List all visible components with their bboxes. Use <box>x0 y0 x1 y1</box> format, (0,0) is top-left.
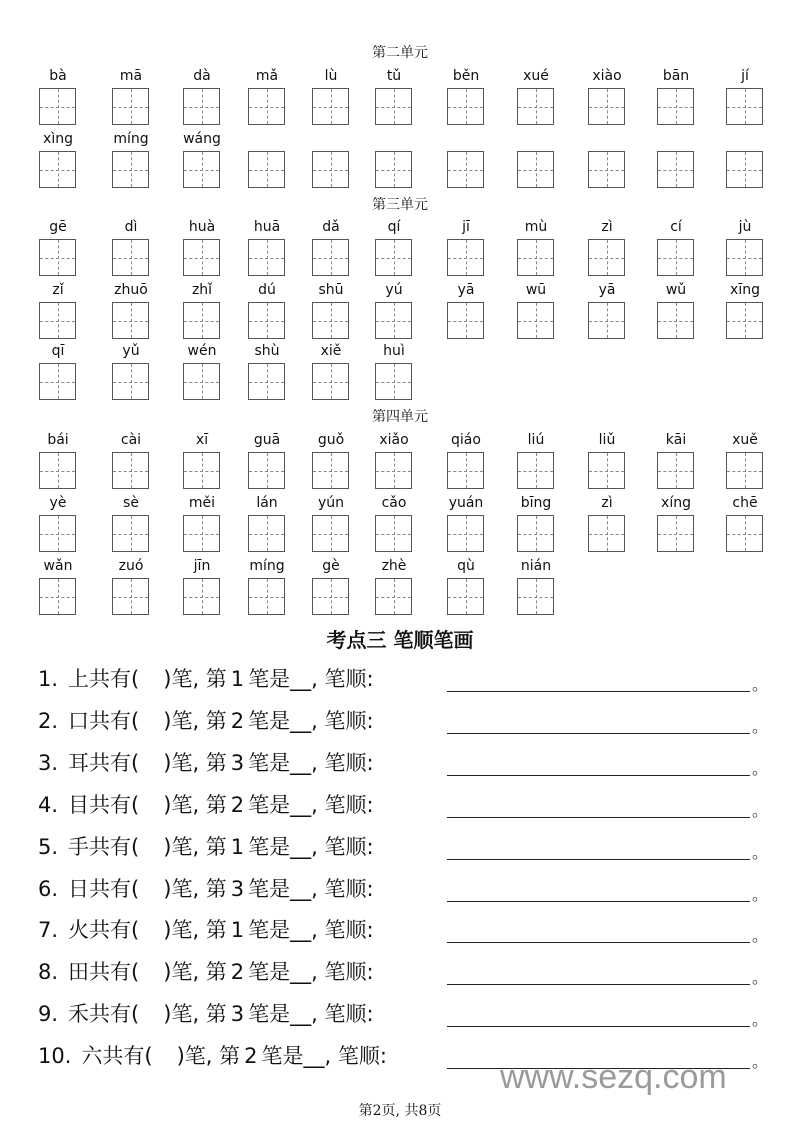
pinyin-label: shū <box>318 282 344 298</box>
writing-box[interactable] <box>517 578 554 615</box>
pinyin-label: gè <box>322 558 340 574</box>
stroke-order-answer-line[interactable] <box>447 691 750 692</box>
writing-box[interactable] <box>447 578 484 615</box>
pinyin-label: xiǎo <box>379 432 409 448</box>
pinyin-label: qiáo <box>451 432 481 448</box>
writing-box[interactable] <box>726 515 763 552</box>
stroke-index-prompt: )笔, 第 <box>163 667 227 691</box>
question-row <box>38 1000 778 1028</box>
question-character: 火 <box>68 918 90 943</box>
pinyin-label: huà <box>188 219 216 235</box>
total-strokes-prompt: 共有( <box>89 876 140 901</box>
question-character: 上 <box>68 667 90 691</box>
total-strokes-prompt: 共有( <box>102 1044 153 1069</box>
writing-box[interactable] <box>375 578 412 615</box>
question-row <box>38 875 778 903</box>
writing-box[interactable] <box>312 239 349 276</box>
stroke-order-answer-line[interactable] <box>447 942 750 943</box>
writing-box[interactable] <box>39 452 76 489</box>
question-number: 3. <box>38 750 59 775</box>
writing-box[interactable] <box>312 578 349 615</box>
period: 。 <box>752 842 769 862</box>
pinyin-label: sè <box>123 495 139 511</box>
stroke-order-prompt: 笔是__, 笔顺: <box>248 708 374 733</box>
writing-box[interactable] <box>726 302 763 339</box>
pinyin-label: huā <box>253 219 281 235</box>
pinyin-label: dú <box>258 282 276 298</box>
writing-box[interactable] <box>375 151 412 188</box>
unit-title: 第三单元 <box>372 197 428 213</box>
writing-box[interactable] <box>39 88 76 125</box>
stroke-order-answer-line[interactable] <box>447 817 750 818</box>
pinyin-label: kāi <box>665 432 687 448</box>
question-row <box>38 665 778 693</box>
writing-box[interactable] <box>183 515 220 552</box>
total-strokes-prompt: 共有( <box>89 1002 140 1027</box>
pinyin-label: wáng <box>183 131 221 147</box>
pinyin-label: wǔ <box>665 282 687 298</box>
pinyin-label: qī <box>51 343 65 359</box>
question-number: 5. <box>38 834 59 859</box>
total-strokes-prompt: 共有( <box>89 792 140 817</box>
writing-box[interactable] <box>517 452 554 489</box>
period: 。 <box>752 675 769 694</box>
writing-box[interactable] <box>517 151 554 188</box>
period: 。 <box>752 926 769 946</box>
pinyin-label: yuán <box>448 495 484 511</box>
pinyin-label: xīng <box>730 282 760 298</box>
unit-title: 第四单元 <box>372 409 428 425</box>
question-row <box>38 833 778 861</box>
pinyin-label: wén <box>187 343 217 359</box>
pinyin-label: xíng <box>661 495 691 511</box>
pinyin-label: míng <box>249 558 285 574</box>
pinyin-label: yè <box>49 495 67 511</box>
writing-box[interactable] <box>112 363 149 400</box>
writing-box[interactable] <box>447 151 484 188</box>
pinyin-label: xuě <box>732 432 758 448</box>
period: 。 <box>752 800 769 820</box>
pinyin-label: lán <box>256 495 278 511</box>
stroke-order-prompt: 笔是__, 笔顺: <box>248 876 374 901</box>
writing-box[interactable] <box>588 239 625 276</box>
stroke-index: 3 <box>230 1002 245 1027</box>
stroke-index-prompt: )笔, 第 <box>163 918 227 943</box>
writing-box[interactable] <box>312 151 349 188</box>
writing-box[interactable] <box>312 88 349 125</box>
question-character: 田 <box>68 960 90 985</box>
stroke-order-prompt: 笔是__, 笔顺: <box>248 1002 374 1027</box>
stroke-index-prompt: )笔, 第 <box>163 834 227 859</box>
pinyin-label: bái <box>47 432 69 448</box>
stroke-index: 2 <box>230 708 245 733</box>
stroke-order-prompt: 笔是__, 笔顺: <box>248 667 374 691</box>
pinyin-label: liǔ <box>598 432 616 448</box>
writing-box[interactable] <box>183 363 220 400</box>
writing-box[interactable] <box>248 88 285 125</box>
stroke-order-answer-line[interactable] <box>447 1026 750 1027</box>
pinyin-label: gē <box>49 219 67 235</box>
writing-box[interactable] <box>183 578 220 615</box>
question-number: 4. <box>38 792 59 817</box>
writing-box[interactable] <box>657 151 694 188</box>
pinyin-label: mǎ <box>255 68 279 84</box>
stroke-order-prompt: 笔是__, 笔顺: <box>248 834 374 859</box>
pinyin-label: zhǐ <box>191 282 213 298</box>
pinyin-label: yún <box>317 495 345 511</box>
writing-box[interactable] <box>517 239 554 276</box>
writing-box[interactable] <box>447 515 484 552</box>
writing-box[interactable] <box>447 302 484 339</box>
pinyin-label: měi <box>188 495 216 511</box>
question-number: 10. <box>38 1044 72 1069</box>
writing-box[interactable] <box>312 452 349 489</box>
total-strokes-prompt: 共有( <box>89 708 140 733</box>
pinyin-label: jí <box>741 68 749 84</box>
writing-box[interactable] <box>517 302 554 339</box>
stroke-index: 3 <box>230 876 245 901</box>
total-strokes-prompt: 共有( <box>89 750 140 775</box>
total-strokes-prompt: 共有( <box>89 918 140 943</box>
stroke-order-prompt: 笔是__, 笔顺: <box>248 960 374 985</box>
question-row <box>38 916 778 944</box>
period: 。 <box>752 884 769 904</box>
writing-box[interactable] <box>39 515 76 552</box>
question-row <box>38 958 778 986</box>
stroke-index: 2 <box>230 960 245 985</box>
writing-box[interactable] <box>447 452 484 489</box>
pinyin-label: mā <box>119 68 143 84</box>
writing-box[interactable] <box>39 151 76 188</box>
page-footer: 第2页, 共8页 <box>358 1103 442 1119</box>
writing-box[interactable] <box>588 452 625 489</box>
pinyin-label: jīn <box>193 558 211 574</box>
pinyin-label: dà <box>193 68 211 84</box>
stroke-order-prompt: 笔是__, 笔顺: <box>248 792 374 817</box>
pinyin-label: xìng <box>43 131 73 147</box>
writing-box[interactable] <box>248 452 285 489</box>
writing-box[interactable] <box>112 302 149 339</box>
writing-box[interactable] <box>657 302 694 339</box>
writing-box[interactable] <box>112 239 149 276</box>
question-character: 手 <box>68 834 90 859</box>
stroke-index-prompt: )笔, 第 <box>163 960 227 985</box>
stroke-index: 1 <box>230 667 245 691</box>
section-title: 考点三 笔顺笔画 <box>326 628 474 652</box>
writing-box[interactable] <box>447 239 484 276</box>
stroke-order-prompt: 笔是__, 笔顺: <box>248 750 374 775</box>
writing-box[interactable] <box>312 302 349 339</box>
pinyin-label: jī <box>462 219 470 235</box>
unit-title: 第二单元 <box>372 45 428 61</box>
pinyin-label: shù <box>254 343 280 359</box>
writing-box[interactable] <box>312 515 349 552</box>
writing-box[interactable] <box>183 302 220 339</box>
pinyin-label: cài <box>120 432 142 448</box>
writing-box[interactable] <box>39 363 76 400</box>
pinyin-label: cǎo <box>381 495 407 511</box>
writing-box[interactable] <box>39 239 76 276</box>
stroke-index: 1 <box>230 834 245 859</box>
writing-box[interactable] <box>112 151 149 188</box>
writing-box[interactable] <box>183 151 220 188</box>
question-character: 目 <box>68 792 90 817</box>
pinyin-label: bīng <box>520 495 552 511</box>
pinyin-label: yǔ <box>122 343 140 359</box>
pinyin-label: míng <box>113 131 149 147</box>
period: 。 <box>752 1010 769 1030</box>
stroke-index-prompt: )笔, 第 <box>163 876 227 901</box>
pinyin-label: liú <box>527 432 545 448</box>
writing-box[interactable] <box>312 363 349 400</box>
stroke-index: 2 <box>230 792 245 817</box>
pinyin-label: zuó <box>118 558 144 574</box>
question-character: 口 <box>68 708 90 733</box>
writing-box[interactable] <box>588 151 625 188</box>
total-strokes-prompt: 共有( <box>89 960 140 985</box>
stroke-index-prompt: )笔, 第 <box>163 750 227 775</box>
pinyin-label: zì <box>601 219 613 235</box>
total-strokes-prompt: 共有( <box>89 667 140 691</box>
stroke-order-answer-line[interactable] <box>447 775 750 776</box>
writing-box[interactable] <box>588 515 625 552</box>
question-number: 1. <box>38 667 59 691</box>
writing-box[interactable] <box>588 302 625 339</box>
question-number: 8. <box>38 960 59 985</box>
question-character: 日 <box>68 876 90 901</box>
writing-box[interactable] <box>375 515 412 552</box>
pinyin-label: zhuō <box>114 282 148 298</box>
pinyin-label: guā <box>253 432 281 448</box>
question-character: 六 <box>81 1044 103 1069</box>
writing-box[interactable] <box>39 302 76 339</box>
pinyin-label: zǐ <box>52 282 64 298</box>
pinyin-label: dǎ <box>322 219 340 235</box>
writing-box[interactable] <box>517 88 554 125</box>
writing-box[interactable] <box>375 363 412 400</box>
writing-box[interactable] <box>375 452 412 489</box>
writing-box[interactable] <box>248 302 285 339</box>
writing-box[interactable] <box>375 88 412 125</box>
pinyin-label: xiào <box>592 68 622 84</box>
pinyin-label: huì <box>383 343 405 359</box>
stroke-order-answer-line[interactable] <box>447 733 750 734</box>
pinyin-label: qù <box>457 558 475 574</box>
pinyin-label: yā <box>598 282 616 298</box>
stroke-order-prompt: 笔是__, 笔顺: <box>261 1044 387 1069</box>
writing-box[interactable] <box>657 88 694 125</box>
pinyin-label: chē <box>732 495 758 511</box>
pinyin-label: xué <box>523 68 549 84</box>
pinyin-label: nián <box>520 558 552 574</box>
question-row <box>38 749 778 777</box>
writing-box[interactable] <box>183 88 220 125</box>
question-character: 耳 <box>68 750 90 775</box>
pinyin-label: yā <box>457 282 475 298</box>
stroke-index-prompt: )笔, 第 <box>163 792 227 817</box>
pinyin-label: xiě <box>320 343 342 359</box>
writing-box[interactable] <box>183 239 220 276</box>
writing-box[interactable] <box>657 515 694 552</box>
writing-box[interactable] <box>112 515 149 552</box>
writing-box[interactable] <box>248 515 285 552</box>
question-character: 禾 <box>68 1002 90 1027</box>
writing-box[interactable] <box>657 452 694 489</box>
pinyin-label: xī <box>195 432 209 448</box>
writing-box[interactable] <box>375 302 412 339</box>
writing-box[interactable] <box>39 578 76 615</box>
pinyin-label: bà <box>49 68 67 84</box>
writing-box[interactable] <box>517 515 554 552</box>
writing-box[interactable] <box>726 88 763 125</box>
writing-box[interactable] <box>447 88 484 125</box>
writing-box[interactable] <box>112 88 149 125</box>
stroke-index-prompt: )笔, 第 <box>163 1002 227 1027</box>
pinyin-label: běn <box>452 68 480 84</box>
writing-box[interactable] <box>726 452 763 489</box>
writing-box[interactable] <box>112 578 149 615</box>
question-number: 6. <box>38 876 59 901</box>
writing-box[interactable] <box>375 239 412 276</box>
period: 。 <box>752 716 769 736</box>
writing-box[interactable] <box>248 151 285 188</box>
writing-box[interactable] <box>248 363 285 400</box>
pinyin-label: dì <box>124 219 138 235</box>
stroke-index-prompt: )笔, 第 <box>176 1044 241 1069</box>
question-number: 9. <box>38 1002 59 1027</box>
writing-box[interactable] <box>588 88 625 125</box>
stroke-order-answer-line[interactable] <box>447 901 750 902</box>
question-row <box>38 707 778 735</box>
pinyin-label: zì <box>601 495 613 511</box>
pinyin-label: cí <box>670 219 682 235</box>
pinyin-label: wǎn <box>43 558 73 574</box>
pinyin-label: wū <box>525 282 547 298</box>
stroke-order-answer-line[interactable] <box>447 859 750 860</box>
pinyin-label: mù <box>524 219 548 235</box>
period: 。 <box>752 758 769 778</box>
stroke-index: 1 <box>230 918 245 943</box>
pinyin-label: zhè <box>381 558 407 574</box>
question-number: 2. <box>38 708 59 733</box>
pinyin-label: lù <box>324 68 338 84</box>
pinyin-label: jù <box>738 219 752 235</box>
pinyin-label: guǒ <box>317 432 345 448</box>
period: 。 <box>752 1052 769 1072</box>
pinyin-label: yú <box>385 282 403 298</box>
stroke-index: 2 <box>244 1044 258 1069</box>
stroke-order-answer-line[interactable] <box>447 984 750 985</box>
total-strokes-prompt: 共有( <box>89 834 140 859</box>
stroke-index-prompt: )笔, 第 <box>163 708 227 733</box>
writing-box[interactable] <box>726 151 763 188</box>
pinyin-label: tǔ <box>386 68 402 84</box>
pinyin-label: bān <box>662 68 690 84</box>
question-number: 7. <box>38 918 59 943</box>
writing-box[interactable] <box>112 452 149 489</box>
stroke-index: 3 <box>230 750 245 775</box>
period: 。 <box>752 968 769 988</box>
writing-box[interactable] <box>726 239 763 276</box>
stroke-order-prompt: 笔是__, 笔顺: <box>248 918 374 943</box>
writing-box[interactable] <box>657 239 694 276</box>
writing-box[interactable] <box>183 452 220 489</box>
watermark: www.sezq.com <box>500 1058 727 1096</box>
writing-box[interactable] <box>248 239 285 276</box>
question-row <box>38 791 778 819</box>
writing-box[interactable] <box>248 578 285 615</box>
pinyin-label: qí <box>387 219 401 235</box>
